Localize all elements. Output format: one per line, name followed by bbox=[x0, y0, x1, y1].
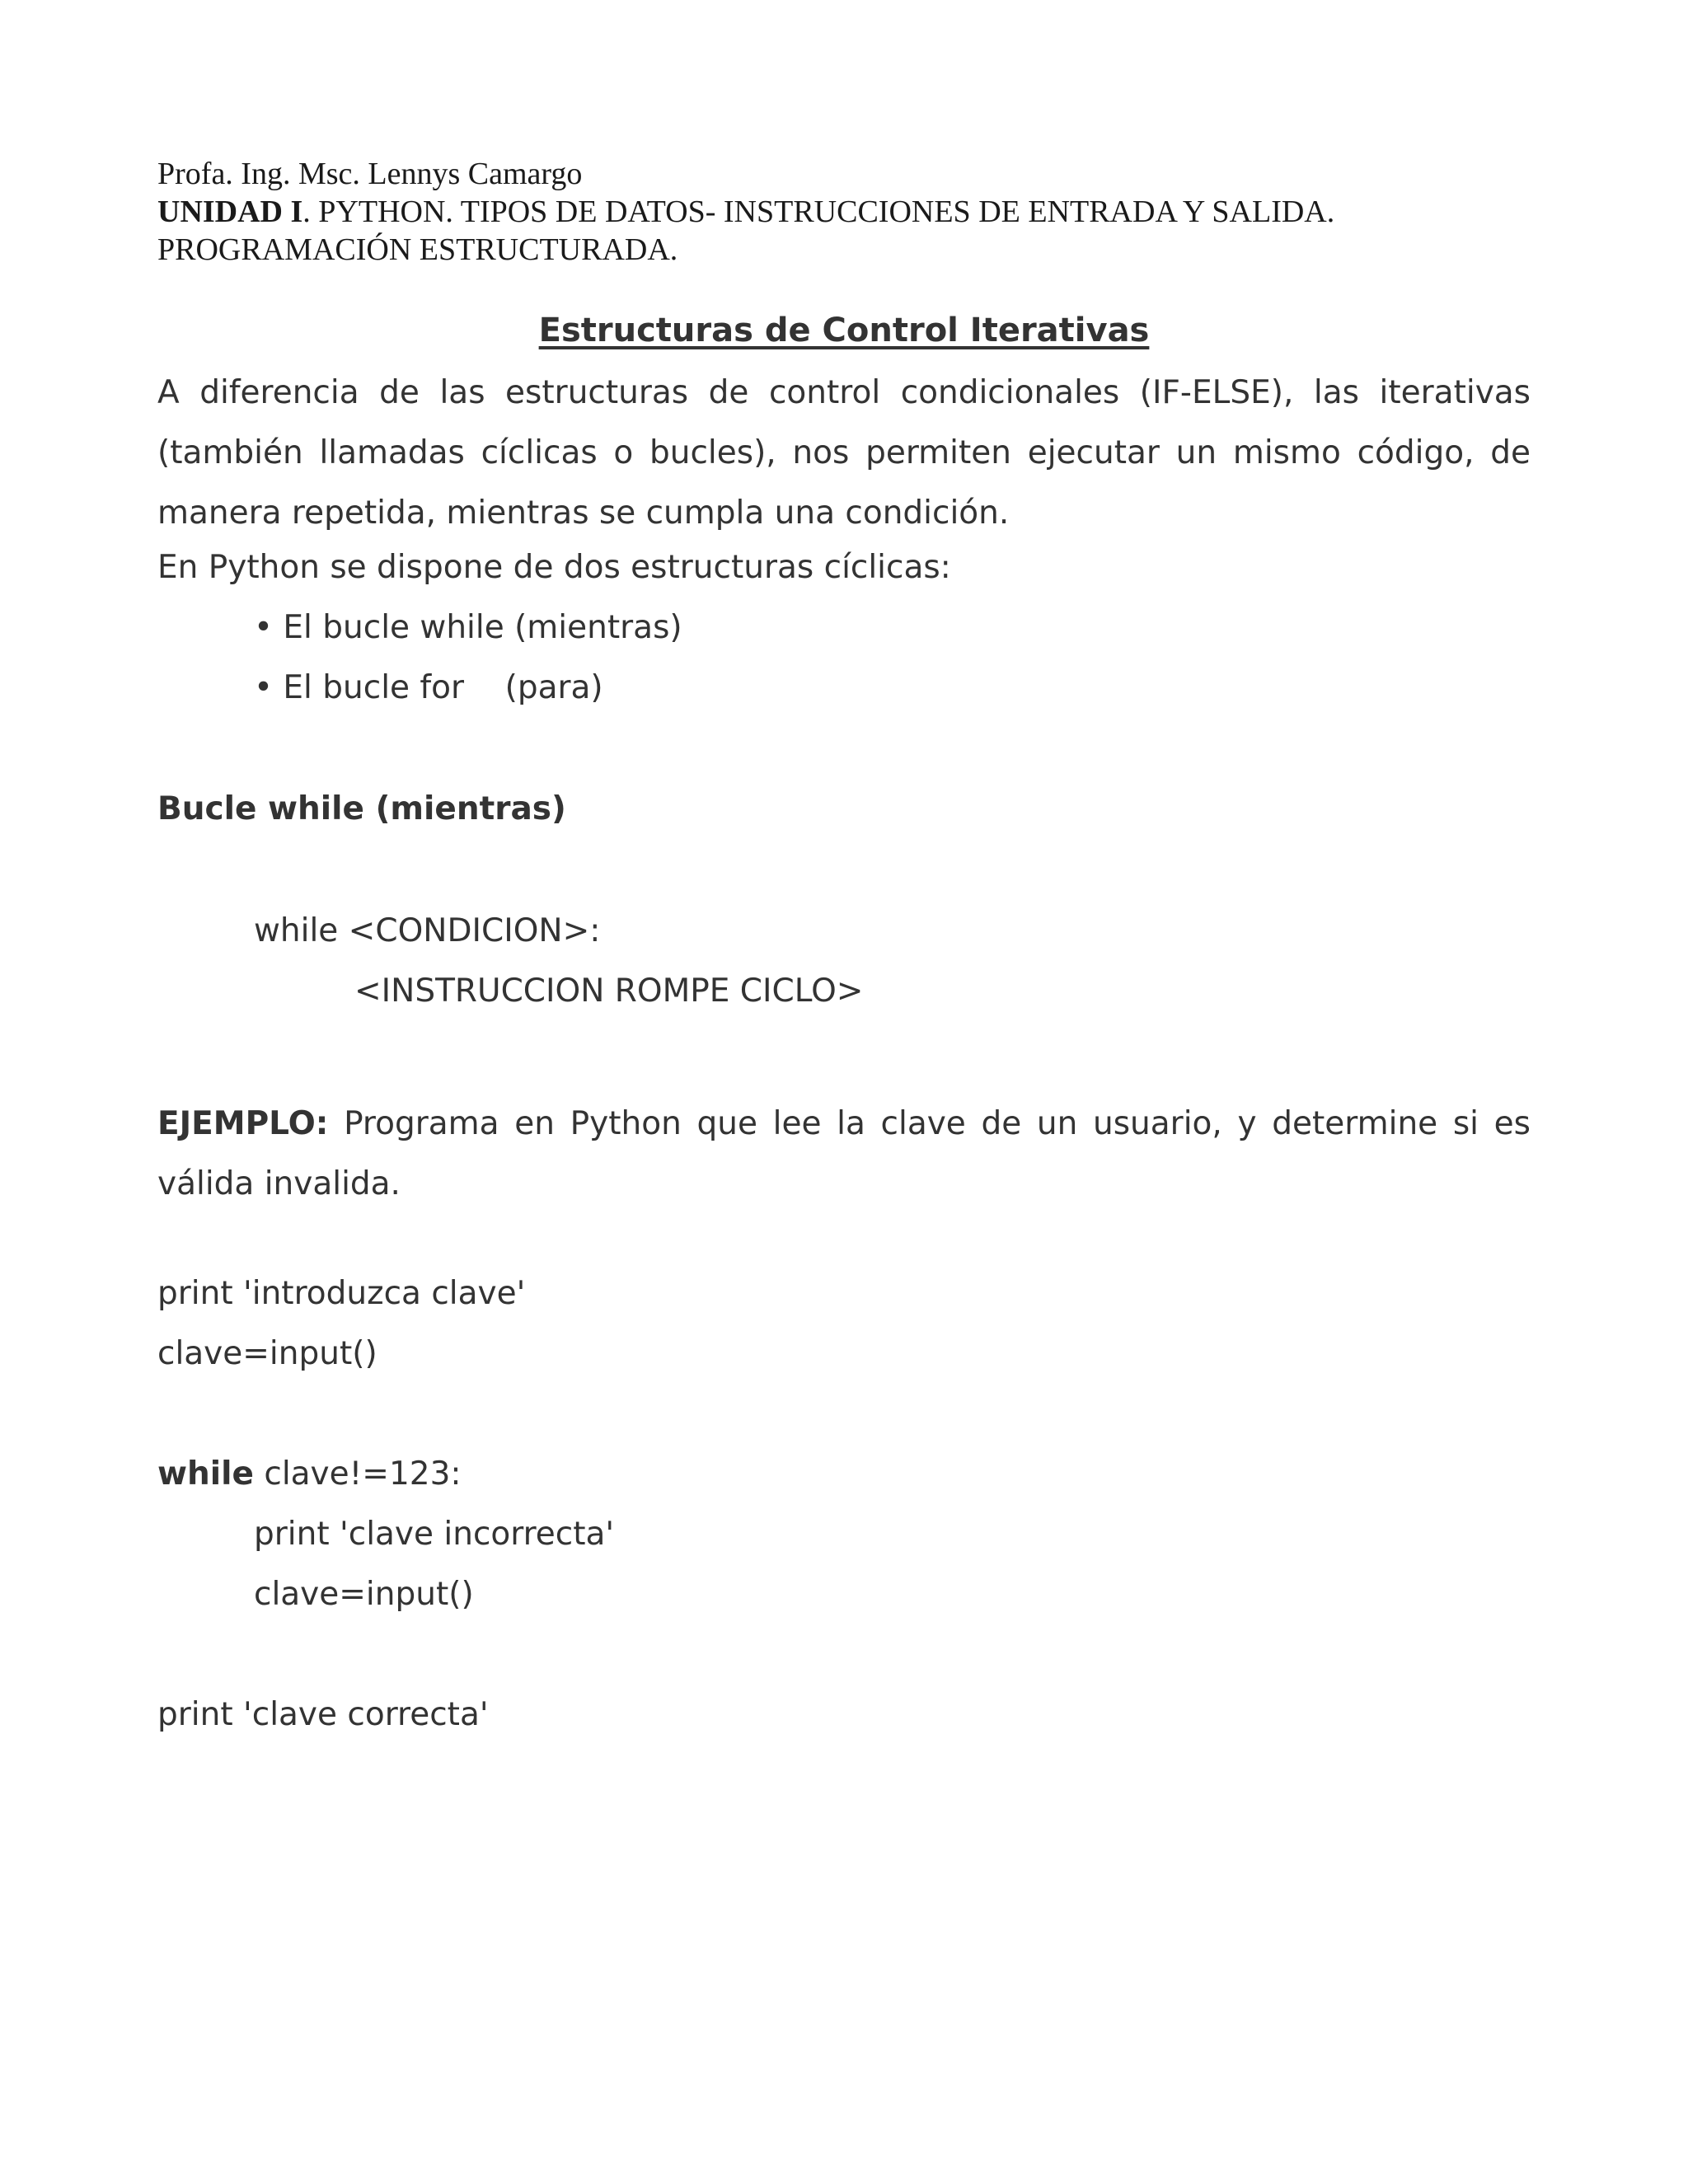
code-line-2: clave=input() bbox=[157, 1335, 377, 1372]
page-title: Estructuras de Control Iterativas bbox=[538, 312, 1150, 349]
syntax-line-2: <INSTRUCCION ROMPE CICLO> bbox=[354, 972, 864, 1010]
example-text: Programa en Python que lee la clave de un usuario, y determine si es válida invalida. bbox=[157, 1105, 1531, 1202]
while-keyword: while bbox=[157, 1455, 254, 1493]
code-final-line: print 'clave correcta' bbox=[157, 1696, 489, 1733]
unit-line-2: PROGRAMACIÓN ESTRUCTURADA. bbox=[157, 232, 678, 267]
code-while-line bbox=[157, 1455, 462, 1494]
author-line: Profa. Ing. Msc. Lennys Camargo bbox=[157, 157, 583, 191]
unit-line bbox=[157, 193, 1542, 231]
document-header bbox=[157, 155, 1542, 269]
code-body-2: clave=input() bbox=[254, 1576, 474, 1613]
bullet-for: • El bucle for (para) bbox=[254, 669, 603, 706]
example-label: EJEMPLO: bbox=[157, 1105, 329, 1142]
intro-paragraph: A diferencia de las estructuras de control condicionales (IF-ELSE), las iterativas (también llamadas cíclicas o bucles), nos permiten ejecutar un mismo código, de manera repetida, mientras se cumpla una condición. bbox=[157, 374, 1531, 532]
syntax-line-1: while <CONDICION>: bbox=[254, 912, 601, 949]
unit-label: UNIDAD I bbox=[157, 194, 303, 229]
example-paragraph bbox=[157, 1094, 1531, 1214]
section-heading: Bucle while (mientras) bbox=[157, 790, 566, 827]
bullet-while: • El bucle while (mientras) bbox=[254, 609, 682, 646]
code-line-1: print 'introduzca clave' bbox=[157, 1275, 526, 1312]
unit-description: . PYTHON. TIPOS DE DATOS- INSTRUCCIONES DE ENTRADA Y SALIDA. bbox=[302, 194, 1335, 229]
code-body-1: print 'clave incorrecta' bbox=[254, 1516, 615, 1553]
while-condition: clave!=123: bbox=[253, 1455, 462, 1493]
intro-line: En Python se dispone de dos estructuras cíclicas: bbox=[157, 549, 951, 586]
